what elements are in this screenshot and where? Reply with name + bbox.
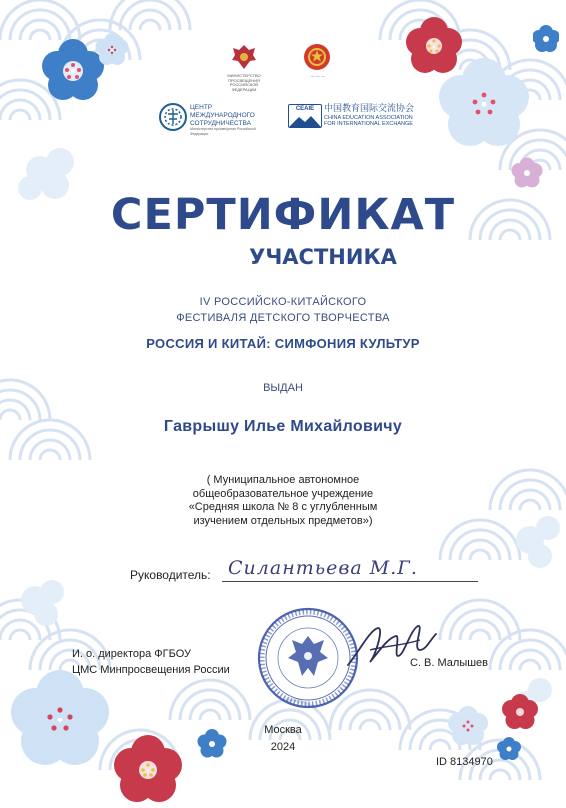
chinese-ministry-caption: — — — bbox=[310, 73, 326, 78]
ceaie-badge-text: CEAIE bbox=[295, 106, 315, 112]
festival-line-1: IV РОССИЙСКО-КИТАЙСКОГО bbox=[199, 296, 367, 308]
ceaie-name-en-2: FOR INTERNATIONAL EXCHANGE bbox=[324, 121, 413, 128]
issued-label: ВЫДАН bbox=[263, 382, 303, 394]
organization-line-2: общеобразовательное учреждение bbox=[192, 487, 374, 500]
issue-city: Москва bbox=[264, 724, 302, 736]
director-name: С. В. Малышев bbox=[410, 657, 489, 669]
center-logo-text bbox=[190, 104, 260, 136]
document-id: ID 8134970 bbox=[436, 756, 493, 768]
center-logo-line-1: ЦЕНТР bbox=[190, 104, 213, 111]
certificate-subtitle: УЧАСТНИКА bbox=[249, 245, 397, 269]
large-light-blossom-icon bbox=[436, 56, 532, 152]
supervisor-underline bbox=[222, 581, 478, 582]
chinese-emblem-icon bbox=[302, 42, 332, 72]
pink-blossom-icon bbox=[510, 156, 544, 190]
light-blossom-icon bbox=[94, 32, 130, 68]
supervisor-handwritten-name: Силантьева М.Г. bbox=[228, 557, 418, 579]
center-logo-line-3: СОТРУДНИЧЕСТВА bbox=[190, 119, 251, 127]
ceaie-name-cn: 中国教育国际交流协会 bbox=[324, 104, 415, 114]
organization-block bbox=[0, 474, 566, 528]
organization-line-4: изучением отдельных предметов») bbox=[193, 514, 373, 527]
center-logo-line-2: МЕЖДУНАРОДНОГО bbox=[190, 111, 255, 119]
recipient-name: Гаврышу Илье Михайловичу bbox=[163, 418, 403, 435]
ceaie-text bbox=[324, 104, 444, 128]
large-light-blossom-bottom-icon bbox=[8, 668, 112, 772]
ceaie-logo bbox=[288, 104, 322, 128]
ceaie-name-en-1: CHINA EDUCATION ASSOCIATION bbox=[324, 114, 413, 121]
russian-emblem-icon bbox=[229, 42, 259, 72]
small-blue-blossom-icon bbox=[533, 24, 559, 54]
festival-name: РОССИЯ И КИТАЙ: СИМФОНИЯ КУЛЬТУР bbox=[146, 336, 420, 351]
ceaie-mountain-icon bbox=[289, 113, 321, 127]
center-logo-icon bbox=[158, 102, 188, 132]
center-logo-caption: Министерства просвещения Российской Федерации bbox=[190, 127, 256, 136]
director-title-line-1: И. о. директора ФГБОУ bbox=[72, 648, 192, 660]
organization-line-1: ( Муниципальное автономное bbox=[206, 474, 360, 486]
issue-year: 2024 bbox=[270, 741, 296, 753]
supervisor-label: Руководитель: bbox=[130, 568, 211, 582]
director-title-line-2: ЦМС Минпросвещения России bbox=[72, 664, 230, 676]
certificate-title: СЕРТИФИКАТ bbox=[110, 190, 456, 240]
organization-line-3: «Средняя школа № 8 с углубленным bbox=[188, 501, 378, 513]
director-signature-icon bbox=[340, 610, 440, 680]
festival-line-2: ФЕСТИВАЛЯ ДЕТСКОГО ТВОРЧЕСТВА bbox=[176, 312, 390, 324]
ministry-caption: МИНИСТЕРСТВО ПРОСВЕЩЕНИЯ РОССИЙСКОЙ ФЕДЕРАЦИИ bbox=[227, 73, 261, 92]
